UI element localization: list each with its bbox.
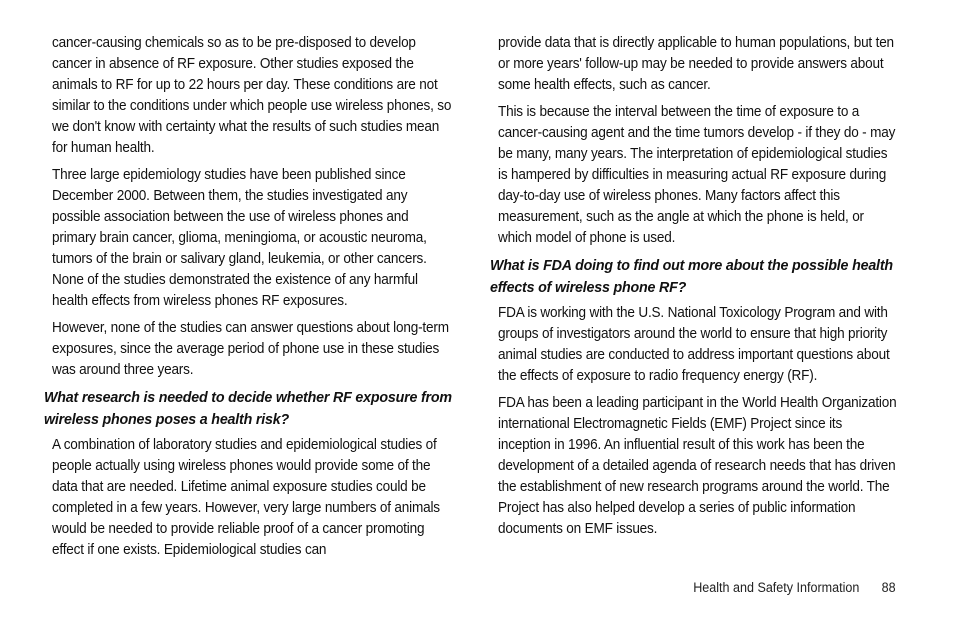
- left-column: [44, 33, 452, 567]
- right-column: [490, 33, 897, 546]
- body-paragraph: This is because the interval between the time of exposure to a cancer-causing agent and the time tumors develop - if they do - may be many, many years. The interpretation of epidemiological studies is hampered by difficulties in measuring actual RF exposure during day-to-day use of wireless phones. Many factors affect this measurement, such as the angle at which the phone is held, or which model of phone is used.: [498, 104, 896, 246]
- body-paragraph: provide data that is directly applicable to human populations, but ten or more years' follow-up may be needed to provide answers about some health effects, such as cancer.: [498, 35, 894, 93]
- body-paragraph: cancer-causing chemicals so as to be pre-disposed to develop cancer in absence of RF exposure. Other studies exposed the animals to RF for up to 22 hours per day. These conditions are not similar to the conditions under which people use wireless phones, so we don't know with certainty what the results of such studies mean for human health.: [52, 35, 452, 156]
- page-footer: [694, 579, 896, 597]
- body-paragraph: FDA has been a leading participant in the World Health Organization international Electromagnetic Fields (EMF) Project since its inception in 1996. An influential result of this work has been the development of a detailed agenda of research needs that has driven the establishment of new research programs around the world. The Project has also helped develop a series of public information documents on EMF issues.: [498, 395, 897, 537]
- body-paragraph: A combination of laboratory studies and epidemiological studies of people actually using wireless phones would provide some of the data that are needed. Lifetime animal exposure studies could be completed in a few years. However, very large numbers of animals would be needed to provide reliable proof of a cancer promoting effect if one exists. Epidemiological studies can: [52, 437, 440, 558]
- body-paragraph: FDA is working with the U.S. National Toxicology Program and with groups of investigators around the world to ensure that high priority animal studies are conducted to address important questions about the effects of exposure to radio frequency energy (RF).: [498, 305, 890, 384]
- page-number: 88: [882, 580, 896, 595]
- section-heading: What is FDA doing to find out more about the possible health effects of wireless phone RF?: [490, 257, 893, 296]
- section-heading: What research is needed to decide whether RF exposure from wireless phones poses a health risk?: [44, 389, 452, 428]
- footer-section-title: Health and Safety Information: [693, 580, 860, 595]
- body-paragraph: Three large epidemiology studies have been published since December 2000. Between them, the studies investigated any possible association between the use of wireless phones and primary brain cancer, glioma, meningioma, or acoustic neuroma, tumors of the brain or salivary gland, leukemia, or other cancers. None of the studies demonstrated the existence of any harmful health effects from wireless phones RF exposures.: [52, 167, 427, 309]
- body-paragraph: However, none of the studies can answer questions about long-term exposures, since the average period of phone use in these studies was around three years.: [52, 320, 449, 378]
